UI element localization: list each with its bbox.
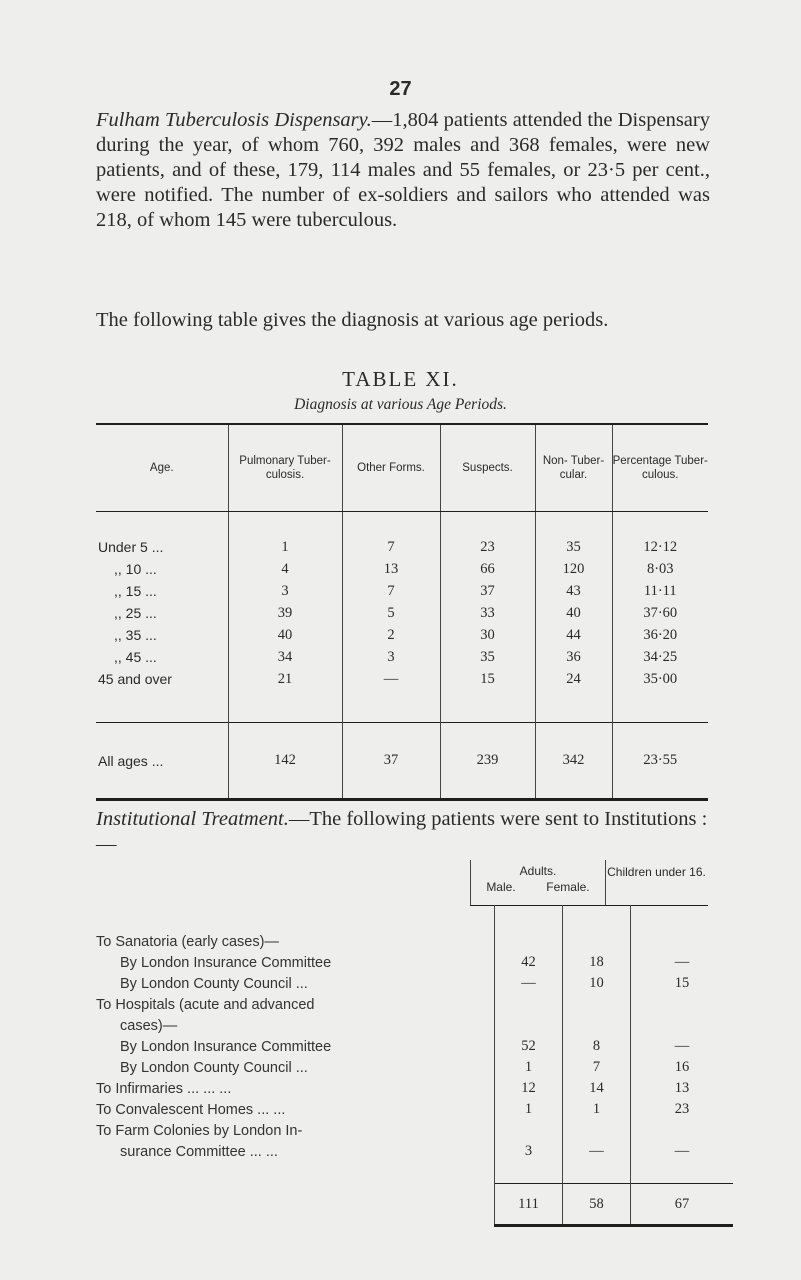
children-cell: — xyxy=(631,1141,734,1162)
male-cell: 3 xyxy=(495,1141,563,1162)
institutional-paragraph xyxy=(96,807,710,857)
age-cell: ,, 15 ... xyxy=(114,583,157,599)
institution-label: cases)— xyxy=(120,1017,178,1034)
page-number: 27 xyxy=(389,78,412,100)
male-total: 111 xyxy=(495,1184,563,1226)
institution-label: By London Insurance Committee xyxy=(120,954,332,971)
table-total-row xyxy=(96,723,708,800)
male-cell: 1 xyxy=(495,1057,563,1078)
institution-row xyxy=(96,1120,733,1141)
female-label: Female. xyxy=(546,880,590,894)
male-cell: 1 xyxy=(495,1099,563,1120)
institution-label: To Convalescent Homes ... ... xyxy=(96,1101,286,1118)
children-label: Children under 16. xyxy=(605,860,707,905)
age-cell: 45 and over xyxy=(98,671,172,687)
institution-label: By London County Council ... xyxy=(120,975,308,992)
total-cell: 23·55 xyxy=(612,723,708,800)
table-row xyxy=(96,512,708,559)
total-cell: 239 xyxy=(440,723,535,800)
table-row xyxy=(96,558,708,580)
children-cell: — xyxy=(631,952,734,973)
institution-label: surance Committee ... ... xyxy=(120,1143,278,1160)
adults-header xyxy=(470,860,605,905)
female-cell: 7 xyxy=(563,1057,631,1078)
value-cell: 35 xyxy=(535,512,612,559)
male-cell: — xyxy=(495,973,563,994)
female-cell: 1 xyxy=(563,1099,631,1120)
table-row xyxy=(96,646,708,668)
institution-row xyxy=(96,1099,733,1120)
institutional-heading: Institutional Treatment. xyxy=(96,808,289,830)
header-suspects: Suspects. xyxy=(440,424,535,512)
female-cell xyxy=(563,1015,631,1036)
male-cell xyxy=(495,931,563,952)
age-cell: ,, 35 ... xyxy=(114,627,157,643)
total-cell: 37 xyxy=(342,723,440,800)
children-cell: 15 xyxy=(631,973,734,994)
female-cell: 10 xyxy=(563,973,631,994)
age-cell: ,, 25 ... xyxy=(114,605,157,621)
table-xi-header-row xyxy=(96,424,708,512)
female-cell xyxy=(563,994,631,1015)
value-cell: 39 xyxy=(228,602,342,624)
male-cell xyxy=(495,1120,563,1141)
intro-paragraph xyxy=(96,108,710,233)
institution-label: By London Insurance Committee xyxy=(120,1038,332,1055)
institution-row xyxy=(96,1141,733,1162)
value-cell: 11·11 xyxy=(612,580,708,602)
female-cell xyxy=(563,931,631,952)
institution-row xyxy=(96,973,733,994)
value-cell: 12·12 xyxy=(612,512,708,559)
male-label: Male. xyxy=(486,880,516,894)
value-cell: 30 xyxy=(440,624,535,646)
value-cell: 36 xyxy=(535,646,612,668)
value-cell: 13 xyxy=(342,558,440,580)
institution-row xyxy=(96,994,733,1015)
age-cell: ,, 45 ... xyxy=(114,649,157,665)
age-cell: Under 5 ... xyxy=(98,539,164,555)
institution-label: To Hospitals (acute and advanced xyxy=(96,996,315,1013)
total-cell: 142 xyxy=(228,723,342,800)
value-cell: 2 xyxy=(342,624,440,646)
female-cell: 8 xyxy=(563,1036,631,1057)
value-cell: 5 xyxy=(342,602,440,624)
value-cell: 44 xyxy=(535,624,612,646)
adults-label: Adults. xyxy=(519,864,557,878)
table-row xyxy=(96,602,708,624)
male-cell xyxy=(495,1015,563,1036)
total-label: All ages ... xyxy=(96,723,228,800)
female-cell: 14 xyxy=(563,1078,631,1099)
value-cell: 120 xyxy=(535,558,612,580)
institution-row xyxy=(96,1036,733,1057)
female-total: 58 xyxy=(563,1184,631,1226)
value-cell: 66 xyxy=(440,558,535,580)
institution-row xyxy=(96,1078,733,1099)
institution-row xyxy=(96,952,733,973)
value-cell: 40 xyxy=(535,602,612,624)
value-cell: 43 xyxy=(535,580,612,602)
children-cell xyxy=(631,931,734,952)
table-xi xyxy=(96,423,708,801)
institution-label: By London County Council ... xyxy=(120,1059,308,1076)
female-cell: — xyxy=(563,1141,631,1162)
institutions-table xyxy=(96,905,733,1227)
intro-heading: Fulham Tuberculosis Dispensary. xyxy=(96,109,372,131)
female-cell xyxy=(563,1120,631,1141)
header-age: Age. xyxy=(96,424,228,512)
male-cell xyxy=(495,994,563,1015)
table-xi-subtitle: Diagnosis at various Age Periods. xyxy=(294,396,507,413)
value-cell: 40 xyxy=(228,624,342,646)
children-cell: 23 xyxy=(631,1099,734,1120)
value-cell: 34 xyxy=(228,646,342,668)
table-row xyxy=(96,668,708,723)
value-cell: — xyxy=(342,668,440,723)
male-cell: 12 xyxy=(495,1078,563,1099)
institution-label: To Infirmaries ... ... ... xyxy=(96,1080,232,1097)
value-cell: 21 xyxy=(228,668,342,723)
institutional-text: —The following patients were sent to Institutions :— xyxy=(96,808,708,855)
value-cell: 37·60 xyxy=(612,602,708,624)
value-cell: 35 xyxy=(440,646,535,668)
value-cell: 1 xyxy=(228,512,342,559)
value-cell: 4 xyxy=(228,558,342,580)
header-non-tubercular: Non- Tuber- cular. xyxy=(535,424,612,512)
table-row xyxy=(96,580,708,602)
lead-in-paragraph: The following table gives the diagnosis at various age periods. xyxy=(96,309,609,331)
table-xi-title: TABLE XI. xyxy=(342,367,459,391)
value-cell: 24 xyxy=(535,668,612,723)
children-cell xyxy=(631,1015,734,1036)
male-cell: 52 xyxy=(495,1036,563,1057)
male-cell: 42 xyxy=(495,952,563,973)
table-row xyxy=(96,624,708,646)
value-cell: 15 xyxy=(440,668,535,723)
value-cell: 7 xyxy=(342,580,440,602)
institution-total-row xyxy=(96,1184,733,1226)
institution-label: To Sanatoria (early cases)— xyxy=(96,933,279,950)
header-other-forms: Other Forms. xyxy=(342,424,440,512)
children-total: 67 xyxy=(631,1184,734,1226)
intro-text: —1,804 patients attended the Dispensary during the year, of whom 760, 392 males and 368 females, were new patients, and of these, 179, 114 males and 55 females, or 23·5 per cent., were notified. The number of ex-soldiers and sailors who attended was 218, of whom 145 were tuberculous. xyxy=(96,109,710,231)
institution-row xyxy=(96,1057,733,1078)
value-cell: 23 xyxy=(440,512,535,559)
children-cell: 13 xyxy=(631,1078,734,1099)
value-cell: 7 xyxy=(342,512,440,559)
value-cell: 35·00 xyxy=(612,668,708,723)
value-cell: 8·03 xyxy=(612,558,708,580)
header-percentage: Percentage Tuber- culous. xyxy=(612,424,708,512)
children-cell: 16 xyxy=(631,1057,734,1078)
value-cell: 33 xyxy=(440,602,535,624)
value-cell: 3 xyxy=(228,580,342,602)
header-pulmonary: Pulmonary Tuber- culosis. xyxy=(228,424,342,512)
value-cell: 34·25 xyxy=(612,646,708,668)
institution-label: To Farm Colonies by London In- xyxy=(96,1122,303,1139)
female-cell: 18 xyxy=(563,952,631,973)
value-cell: 3 xyxy=(342,646,440,668)
institution-row xyxy=(96,1015,733,1036)
children-cell xyxy=(631,994,734,1015)
age-cell: ,, 10 ... xyxy=(114,561,157,577)
total-cell: 342 xyxy=(535,723,612,800)
children-cell xyxy=(631,1120,734,1141)
children-cell: — xyxy=(631,1036,734,1057)
institution-row xyxy=(96,931,733,952)
value-cell: 36·20 xyxy=(612,624,708,646)
value-cell: 37 xyxy=(440,580,535,602)
